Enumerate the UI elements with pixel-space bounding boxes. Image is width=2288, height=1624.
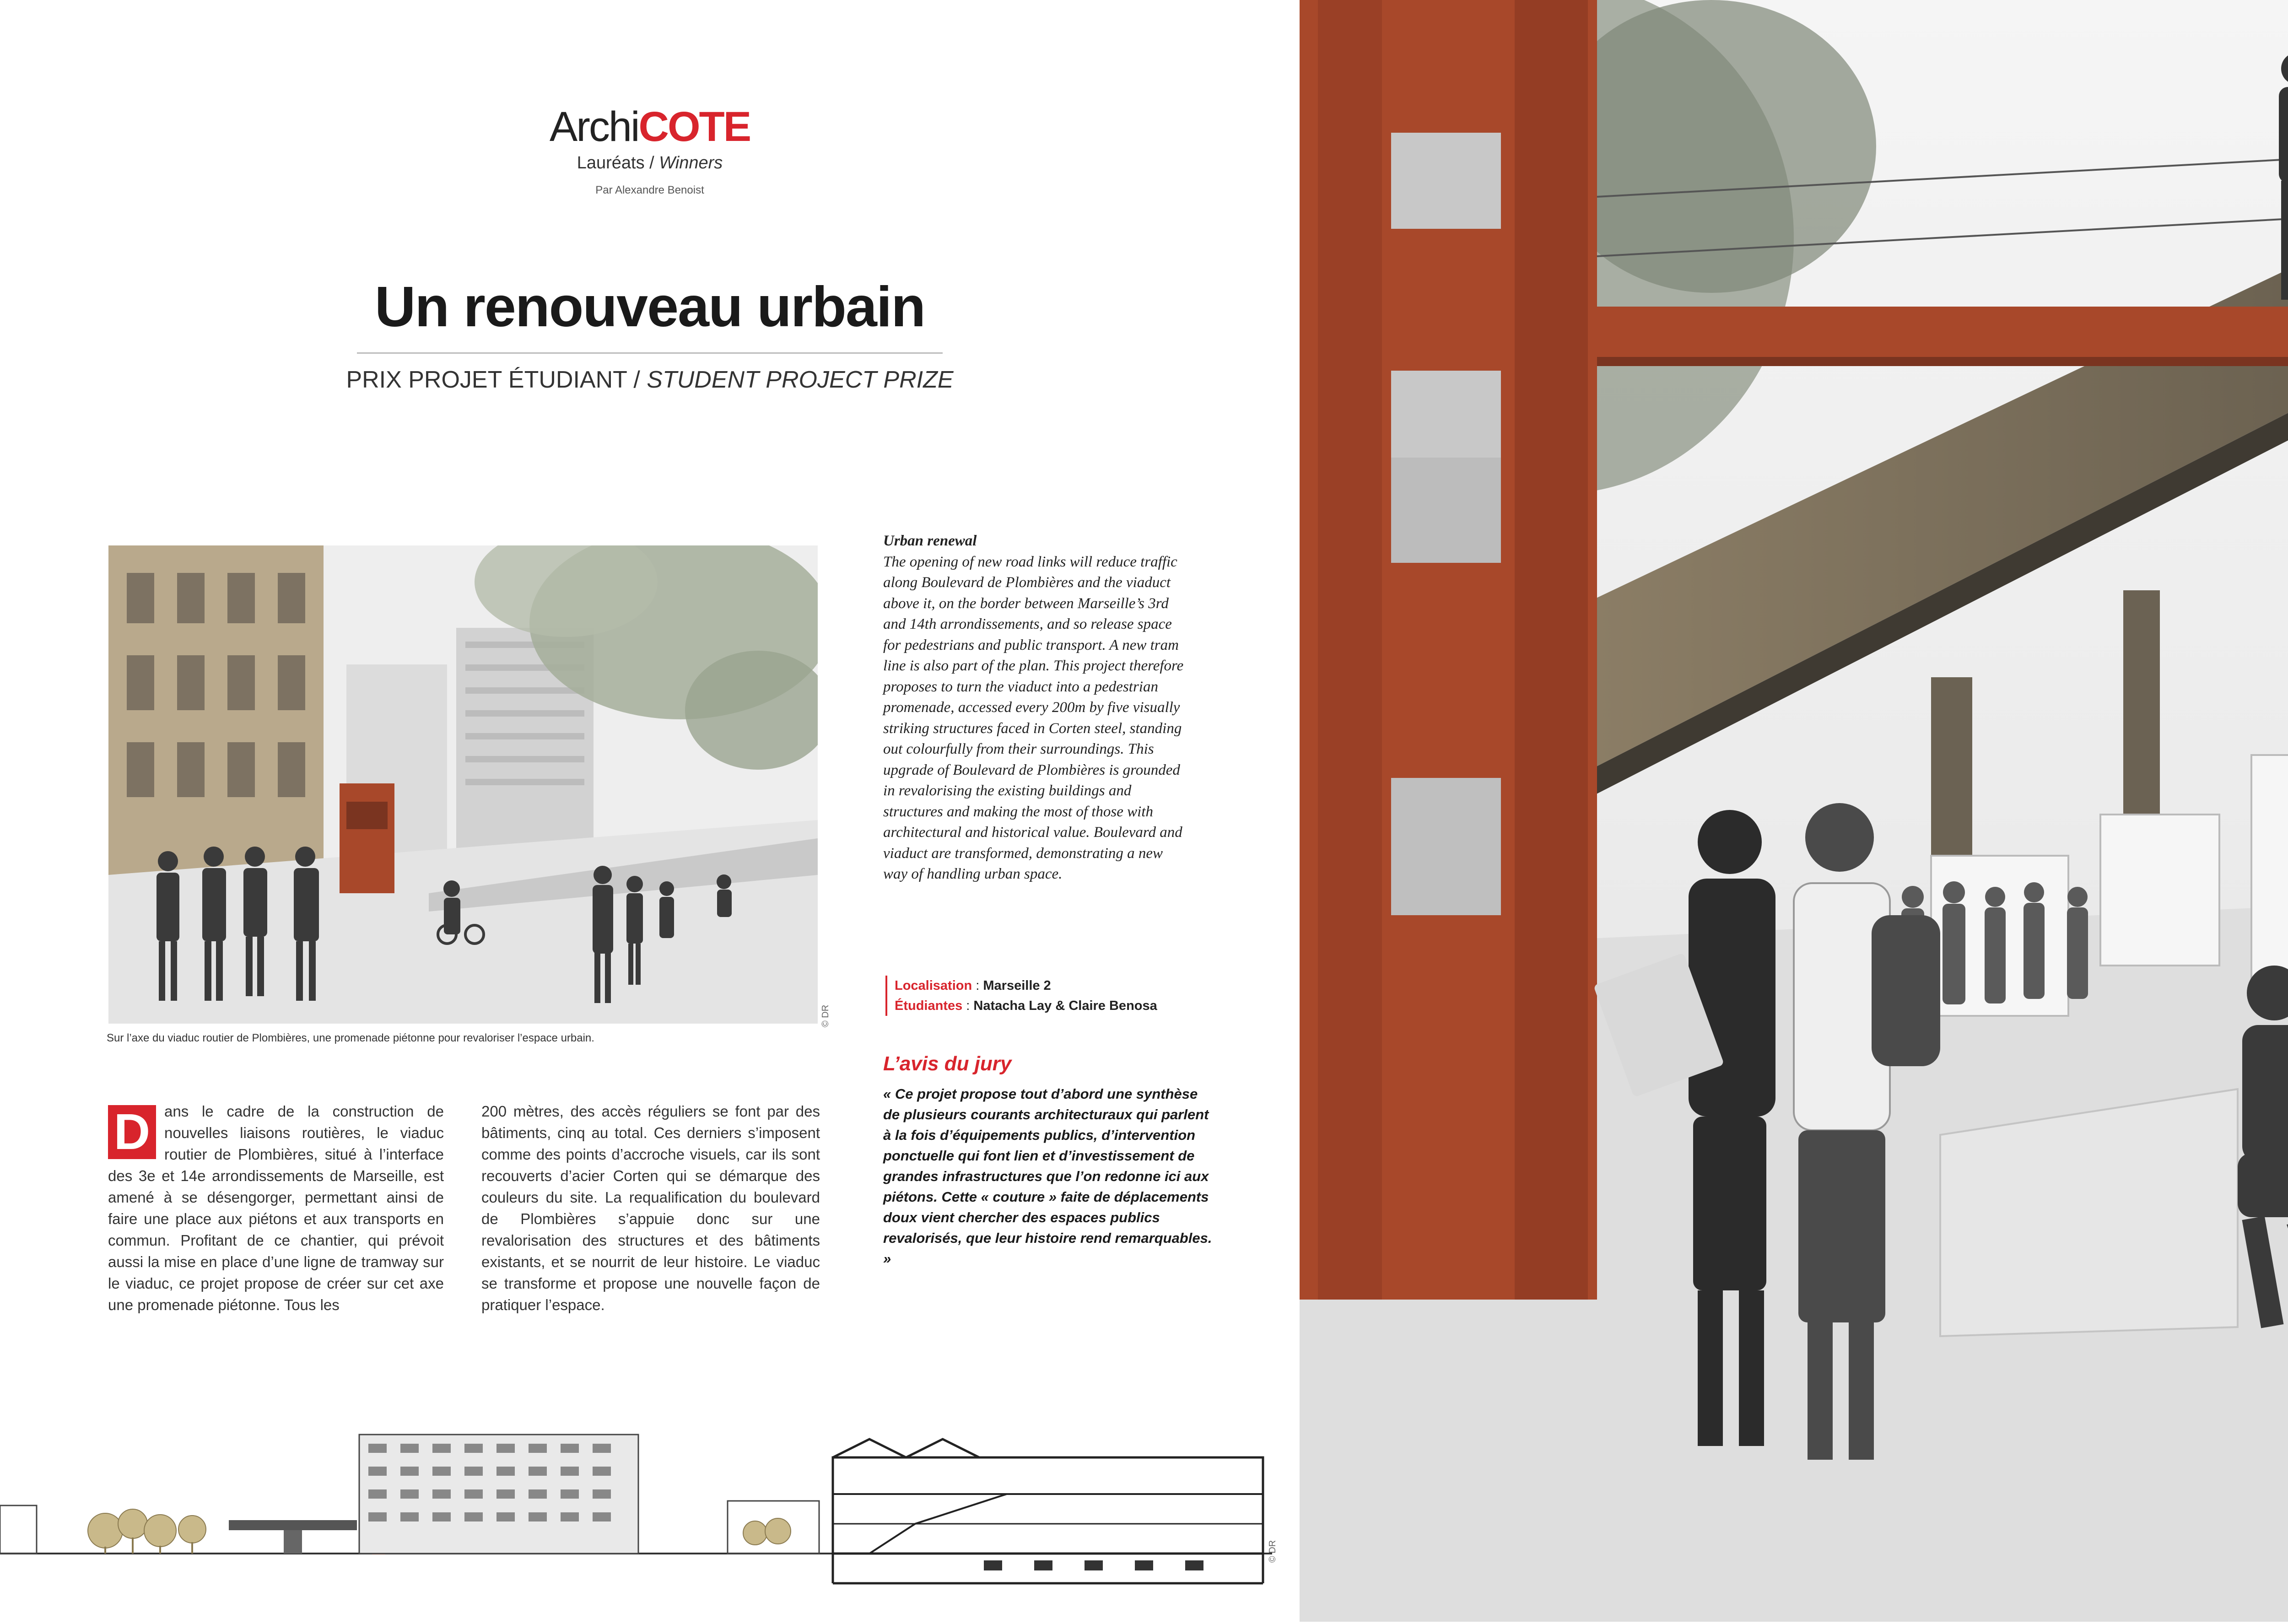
page-title: Un renouveau urbain xyxy=(374,275,925,339)
perspective-image xyxy=(1300,0,2288,1622)
photo-credit: © DR xyxy=(820,1004,831,1027)
dropcap: D xyxy=(108,1105,156,1159)
subtitle xyxy=(320,366,979,394)
project-info: Localisation : Marseille 2 Étudiantes : Natacha Lay & Claire Benosa xyxy=(885,976,1157,1016)
location-label: Localisation xyxy=(895,978,972,993)
perspective-scene xyxy=(1300,0,2288,1622)
winners-label: Winners xyxy=(659,153,723,173)
promenade-illustration xyxy=(108,545,818,1024)
subtitle-en: STUDENT PROJECT PRIZE xyxy=(647,367,954,393)
body-text-1: ans le cadre de la construction de nouvelles liaisons routières, le viaduc routier de Plombières, situé à l’interface des 3e et 14e arrondissements de Marseille, est amené à se désengorger, permettant ainsi de faire une place aux piétons et aux transports en commun. Profitant de ce chantier, qui prévoit aussi la mise en place d’une ligne de tramway sur le viaduc, ce projet propose de créer sur cet axe une promenade piétonne. Tous les xyxy=(108,1103,444,1313)
laureats-label: Lauréats xyxy=(577,153,645,173)
english-summary xyxy=(883,531,1185,885)
subtitle-fr: PRIX PROJET ÉTUDIANT / xyxy=(346,367,647,393)
jury-heading: L’avis du jury xyxy=(883,1052,1012,1075)
english-text: The opening of new road links will reduce traffic along Boulevard de Plombières and the viaduct above it, on the border between Marseille’s 3rd and 14th arrondissements, and so release space for pedestrians and public transport. A new tram line is also part of the plan. This project therefore proposes to turn the viaduct into a pedestrian promenade, accessed every 200m by five visually striking structures faced in Corten steel, standing out colourfully from their surroundings. This upgrade of Boulevard de Plombières is grounded in revalorising the existing buildings and structures and making the most of those with architectural and historical value. Boulevard and viaduct are transformed, demonstrating a new way of handling urban space. xyxy=(883,553,1184,882)
section-drawing xyxy=(0,1400,1300,1622)
photo-caption: Sur l’axe du viaduc routier de Plombières, une promenade piétonne pour revaloriser l’espace urbain. xyxy=(107,1032,594,1044)
archicote-logo xyxy=(549,103,750,151)
promenade-scene xyxy=(108,545,818,1024)
body-column-1 xyxy=(108,1101,444,1316)
section-label: Lauréats / Winners xyxy=(577,153,723,173)
byline: Par Alexandre Benoist xyxy=(595,184,704,196)
location-value: Marseille 2 xyxy=(983,978,1051,993)
students-value: Natacha Lay & Claire Benosa xyxy=(973,998,1157,1013)
body-column-2: 200 mètres, des accès réguliers se font par des bâtiments, cinq au total. Ces derniers s’imposent comme des points d’accroche visuels, car ils sont recouverts d’acier Corten qui se démarque des couleurs du site. La requalification du boulevard de Plombières s’appuie donc sur une revalorisation des structures et des bâtiments existants, et se nourrit de leur histoire. Le viaduc se transforme et propose une nouvelle façon de pratiquer l’espace. xyxy=(481,1103,820,1313)
english-heading: Urban renewal xyxy=(883,533,977,549)
section-svg xyxy=(0,1400,1300,1622)
section-credit: © DR xyxy=(1268,1540,1278,1563)
logo-cote: COTE xyxy=(638,103,750,150)
jury-quote: « Ce projet propose tout d’abord une synthèse de plusieurs courants architecturaux qui parlent à la fois d’équipements publics, d’intervention ponctuelle qui font lien et d’investissement de grandes infrastructures que l’on redonne ici aux piétons. Cette « couture » faite de déplacements doux vient chercher des espaces publics revalorisés, que leur histoire rend remarquables. » xyxy=(883,1086,1212,1267)
students-label: Étudiantes xyxy=(895,998,963,1013)
logo-archi: Archi xyxy=(549,103,639,150)
title-divider xyxy=(357,352,943,354)
